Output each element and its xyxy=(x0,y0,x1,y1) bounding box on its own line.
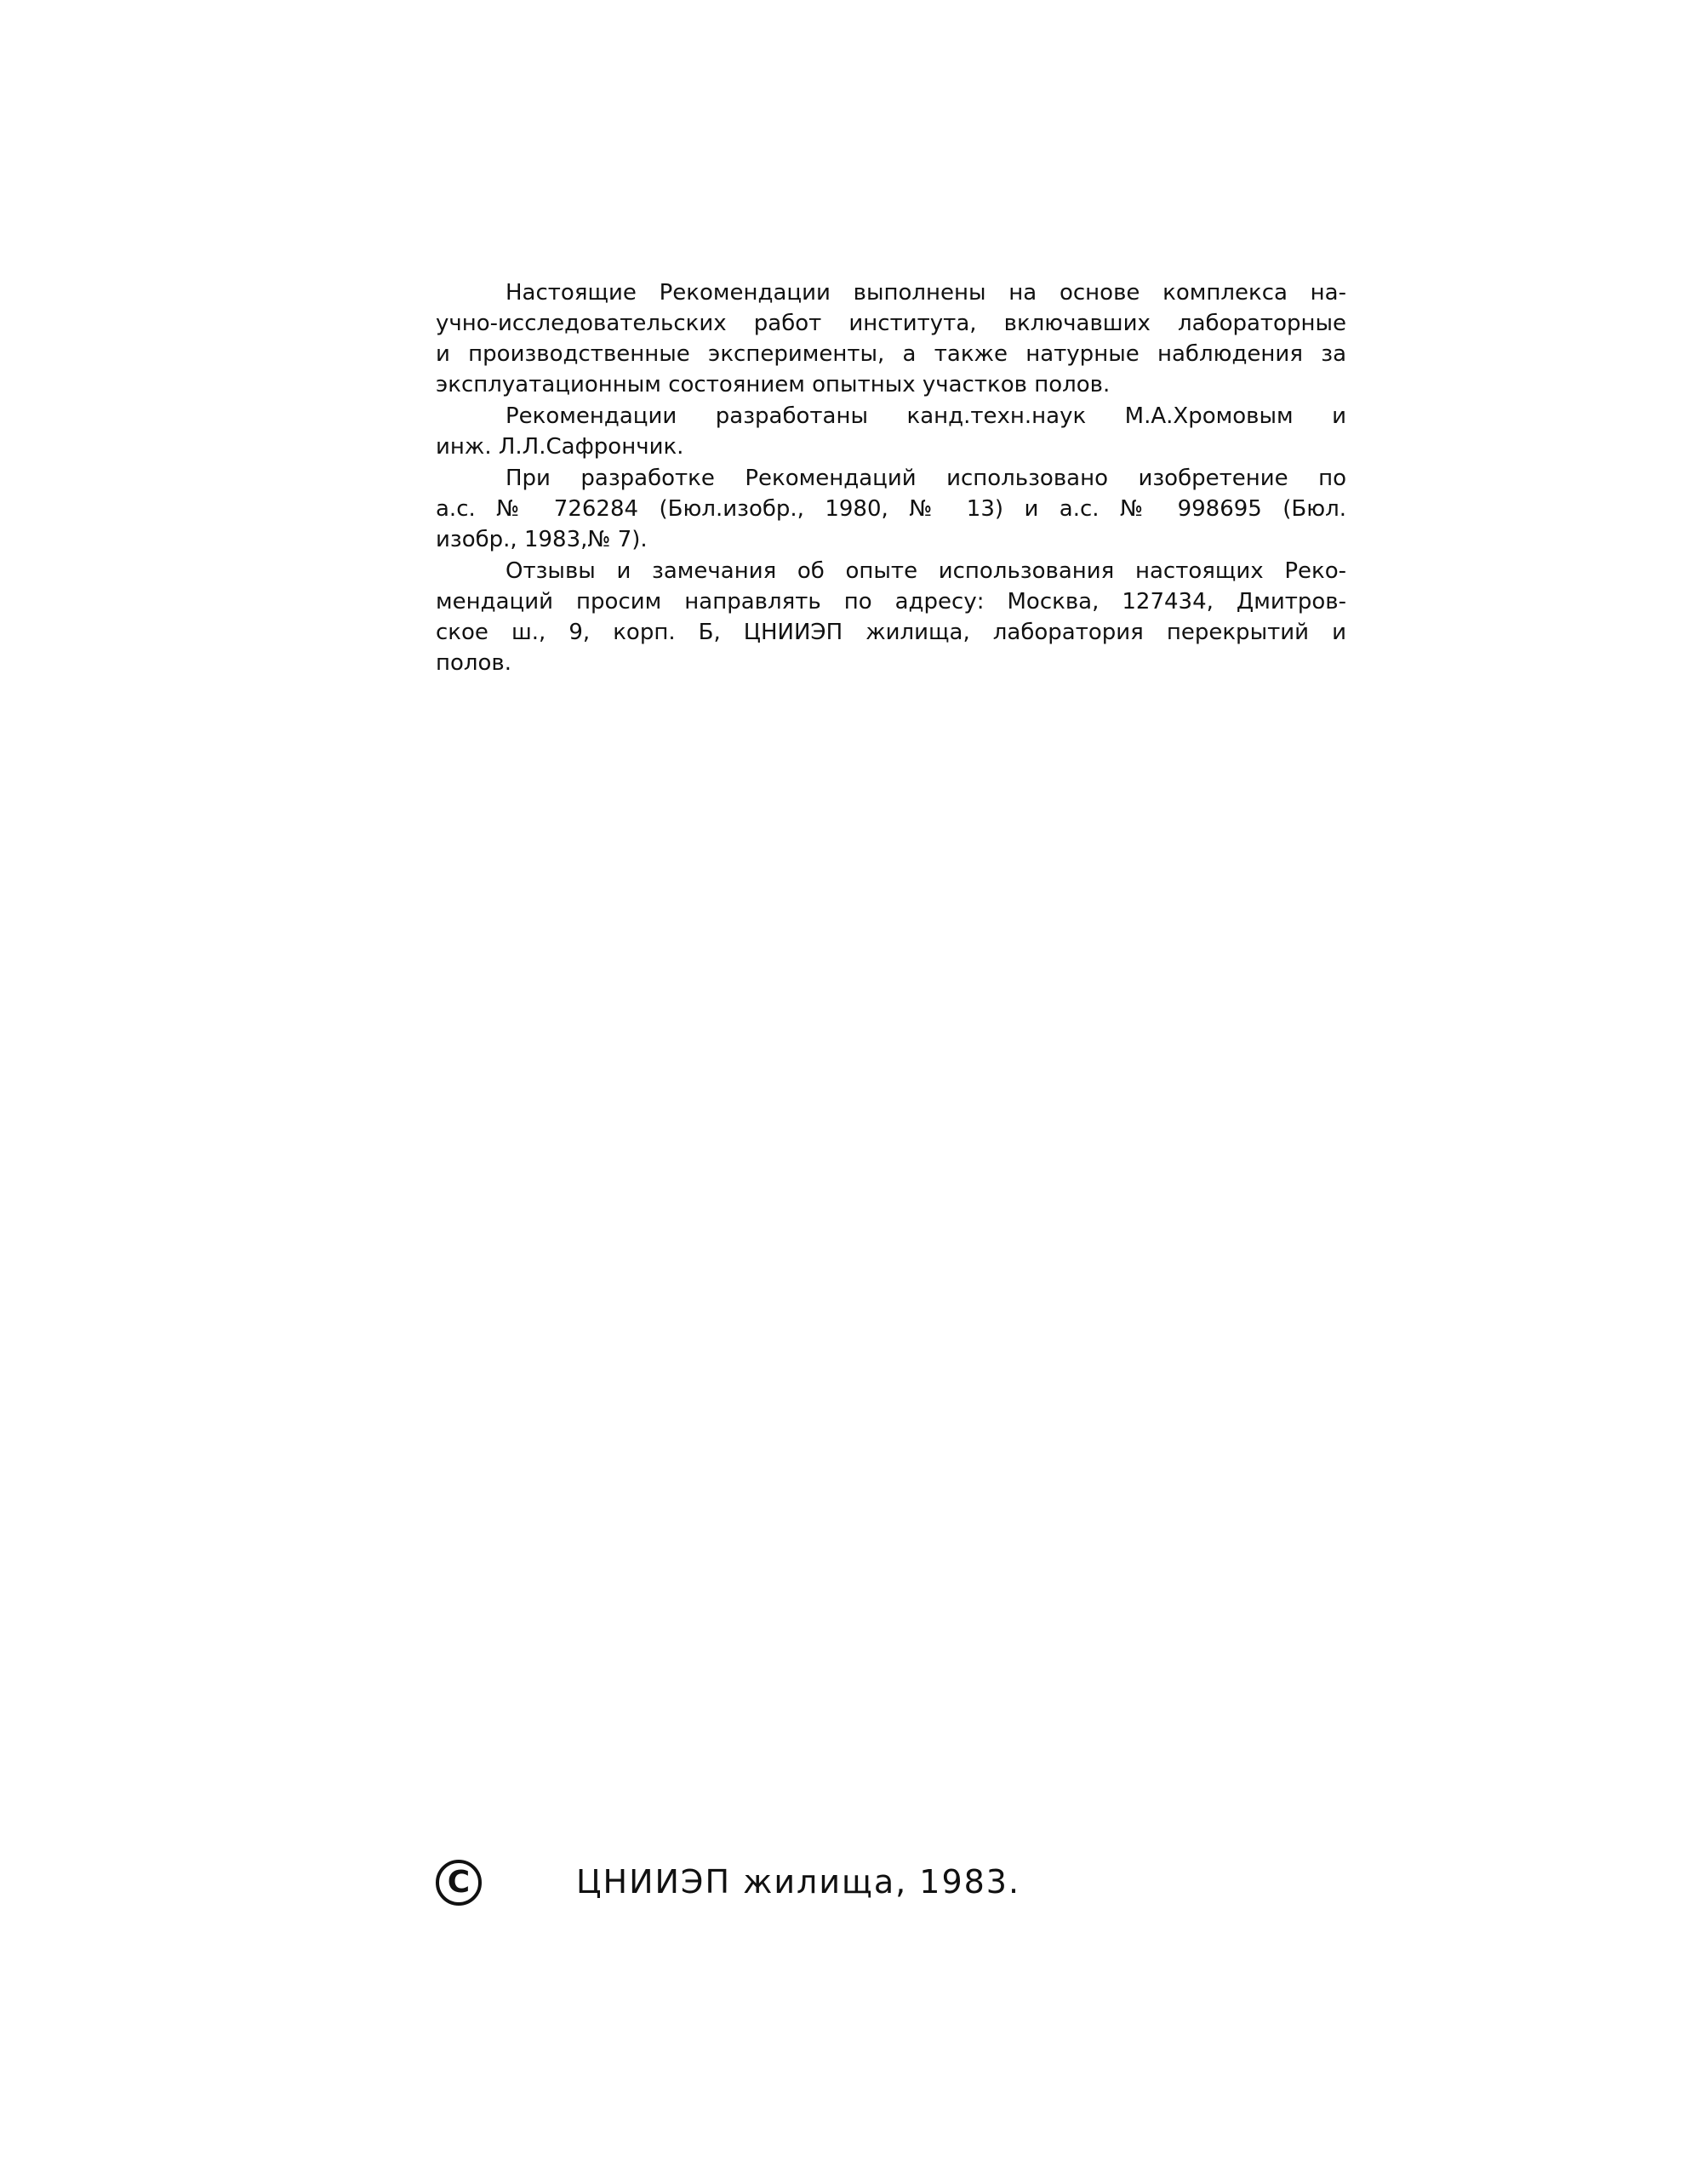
text-line: а.с. № 726284 (Бюл.изобр., 1980, № 13) и а.с. № 998695 (Бюл. xyxy=(436,496,1346,522)
text-line: мендаций просим направлять по адресу: Москва, 127434, Дмитров- xyxy=(436,589,1346,615)
paragraph-inventions xyxy=(436,463,1346,555)
text-line: инж. Л.Л.Сафрончик. xyxy=(436,434,684,460)
text-line: При разработке Рекомендаций использовано изобретение по xyxy=(506,466,1346,491)
copyright-icon: C xyxy=(436,1860,482,1906)
paragraph-authors xyxy=(436,401,1346,462)
paragraph-basis xyxy=(436,277,1346,400)
copyright-text: ЦНИИЭП жилища, 1983. xyxy=(576,1863,1021,1901)
text-line: учно-исследовательских работ института, включавших лабораторные xyxy=(436,311,1346,336)
paragraph-feedback xyxy=(436,556,1346,678)
text-line: полов. xyxy=(436,650,512,676)
text-line: Настоящие Рекомендации выполнены на основе комплекса на- xyxy=(506,280,1346,306)
copyright-notice xyxy=(436,1860,1287,1919)
text-line: Отзывы и замечания об опыте использования настоящих Реко- xyxy=(506,558,1346,584)
text-line: и производственные эксперименты, а также натурные наблюдения за xyxy=(436,341,1346,367)
text-line: ское ш., 9, корп. Б, ЦНИИЭП жилища, лаборатория перекрытий и xyxy=(436,620,1346,645)
preface-text xyxy=(436,277,1346,678)
text-line: Рекомендации разработаны канд.техн.наук М.А.Хромовым и xyxy=(506,403,1346,429)
text-line: эксплуатационным состоянием опытных участков полов. xyxy=(436,372,1111,397)
text-line: изобр., 1983,№ 7). xyxy=(436,527,648,552)
